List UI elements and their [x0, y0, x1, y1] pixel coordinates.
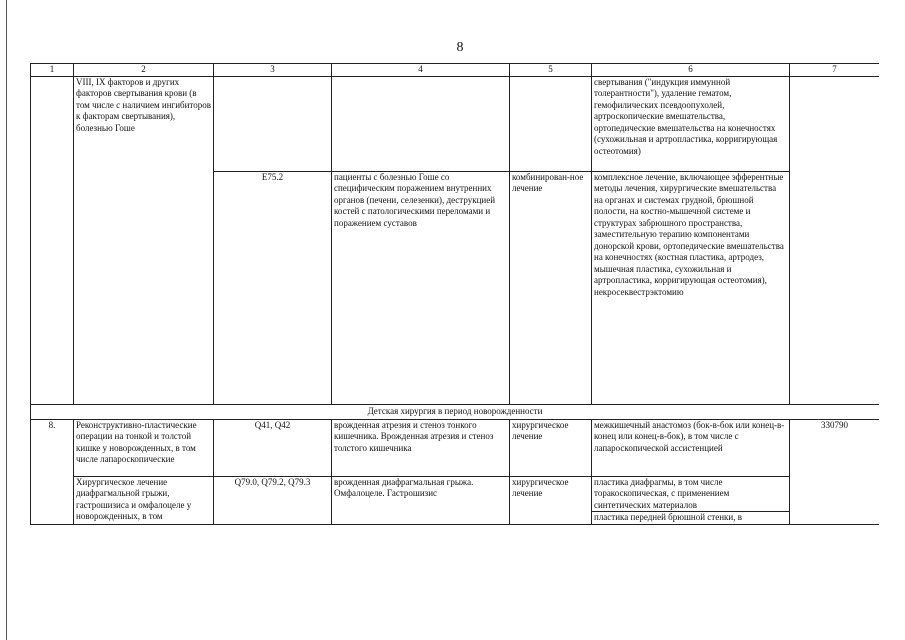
column-header: 7: [790, 64, 880, 77]
treatment-method-cell: свертывания ("индукция иммунной толерантности"), удаление гематом, гемофилических псевдоопухолей, артроскопические вмешательства, ортопедические вмешательства на конечностях (сухожильная и артропластика, корригирующая остеотомия): [592, 76, 790, 171]
treatment-type-cell: [510, 76, 592, 171]
icd-code-cell: E75.2: [214, 171, 332, 404]
table-row: [31, 76, 880, 171]
column-header: 3: [214, 64, 332, 77]
column-header: 4: [332, 64, 510, 77]
treatment-method-text: пластика диафрагмы, в том числе торакоскопическая, с применением синтетических материалов: [594, 476, 730, 510]
icd-code-cell: Q79.0, Q79.2, Q79.3: [214, 476, 332, 524]
icd-code-cell: Q41, Q42: [214, 419, 332, 476]
page-left-edge: [6, 0, 7, 640]
care-type-cell: Хирургическое лечение диафрагмальной грыжи, гастрошизиса и омфалоцеле у новорожденных, в том: [74, 476, 214, 524]
cost-cell: [790, 76, 880, 404]
column-number-row: [31, 64, 880, 77]
treatment-type-cell: комбинирован-ное лечение: [510, 171, 592, 404]
treatment-method-cell: межкишечный анастомоз (бок-в-бок или конец-в-конец или конец-в-бок), в том числе с лапароскопической ассистенцией: [592, 419, 790, 476]
care-type-cell: Реконструктивно-пластические операции на тонкой и толстой кишке у новорожденных, в том числе лапароскопические: [74, 419, 214, 476]
column-header: 6: [592, 64, 790, 77]
medical-care-table: [30, 63, 879, 525]
section-heading-row: [31, 404, 880, 419]
patient-model-cell: врожденная диафрагмальная грыжа. Омфалоцеле. Гастрошизис: [332, 476, 510, 524]
icd-code-cell: [214, 76, 332, 171]
row-number-cell: 8.: [31, 419, 74, 524]
treatment-type-cell: хирургическое лечение: [510, 476, 592, 524]
treatment-method-text: пластика передней брюшной стенки, в: [592, 511, 789, 524]
column-header: 1: [31, 64, 74, 77]
patient-model-cell: [332, 76, 510, 171]
patient-model-cell: врожденная атрезия и стеноз тонкого кишечника. Врожденная атрезия и стеноз толстого кишечника: [332, 419, 510, 476]
cost-cell: 330790: [790, 419, 880, 524]
treatment-type-cell: хирургическое лечение: [510, 419, 592, 476]
table-row: [31, 476, 880, 524]
column-header: 2: [74, 64, 214, 77]
treatment-method-cell: комплексное лечение, включающее эфферентные методы лечения, хирургические вмешательства на органах и системах грудной, брюшной полости, на костно-мышечной системе и структурах забрюшного пространства, заместительную терапию компонентами донорской крови, ортопедические вмешательства на конечностях (костная пластика, артродез, мышечная пластика, сухожильная и артропластика, корригирующая остеотомия), некросеквестрэктомию: [592, 171, 790, 404]
section-title: Детская хирургия в период новорожденности: [31, 404, 880, 419]
document-sheet: [30, 63, 879, 550]
table-row: [31, 419, 880, 476]
treatment-method-cell: [592, 476, 790, 524]
column-header: 5: [510, 64, 592, 77]
row-number-cell: [31, 76, 74, 404]
patient-model-cell: пациенты с болезнью Гоше со специфическим поражением внутренних органов (печени, селезенки), деструкцией костей с патологическими переломами и поражением суставов: [332, 171, 510, 404]
page-number: 8: [456, 40, 464, 55]
care-type-cell: VIII, IX факторов и других факторов свертывания крови (в том числе с наличием ингибиторов к факторам свертывания), болезнью Гоше: [74, 76, 214, 404]
